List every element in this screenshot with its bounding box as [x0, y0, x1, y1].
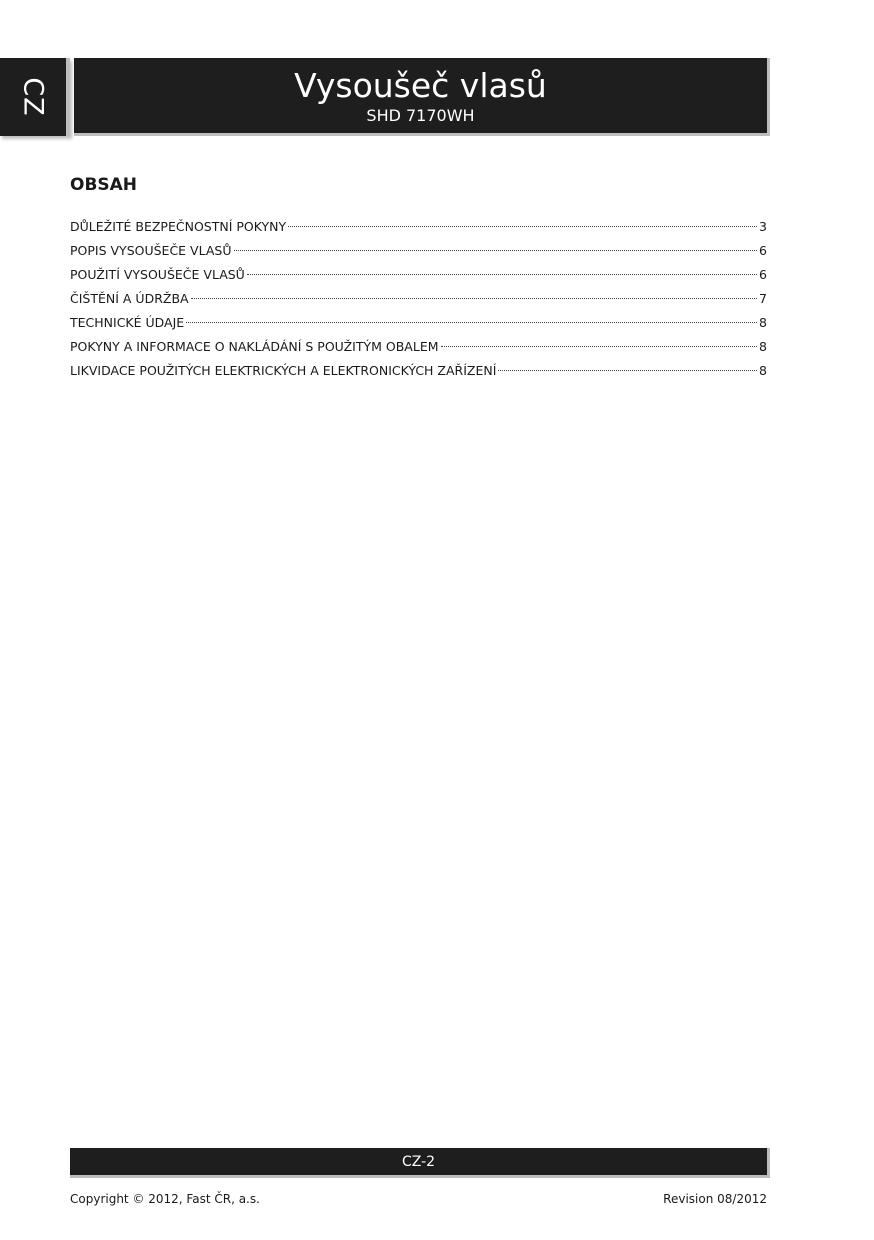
- dot-leader: [191, 298, 757, 299]
- toc-entry-page: 8: [759, 339, 767, 354]
- toc-entry-label: POKYNY A INFORMACE O NAKLÁDÁNÍ S POUŽITÝM OBALEM: [70, 339, 439, 354]
- toc-entry-disposal[interactable]: [70, 362, 767, 386]
- dot-leader: [288, 226, 757, 227]
- page-number: CZ-2: [401, 1154, 436, 1170]
- footer-bar: [70, 1148, 770, 1178]
- table-of-contents: [70, 218, 767, 386]
- toc-entry-page: 8: [759, 315, 767, 330]
- toc-entry-label: POPIS VYSOUŠEČE VLASŮ: [70, 243, 232, 258]
- revision-text: Revision 08/2012: [663, 1192, 767, 1206]
- toc-entry-packaging[interactable]: [70, 338, 767, 362]
- toc-entry-page: 6: [759, 267, 767, 282]
- toc-entry-page: 3: [759, 219, 767, 234]
- toc-heading: OBSAH: [70, 175, 138, 195]
- page-title: Vysoušeč vlasů: [294, 66, 547, 105]
- toc-entry-page: 7: [759, 291, 767, 306]
- dot-leader: [441, 346, 758, 347]
- toc-entry-safety[interactable]: [70, 218, 767, 242]
- dot-leader: [247, 274, 757, 275]
- dot-leader: [186, 322, 757, 323]
- copyright-text: Copyright © 2012, Fast ČR, a.s.: [70, 1192, 260, 1206]
- toc-entry-technical-data[interactable]: [70, 314, 767, 338]
- footer-meta: [70, 1192, 767, 1206]
- toc-entry-page: 6: [759, 243, 767, 258]
- language-code: CZ: [17, 77, 49, 117]
- page-header: [74, 58, 770, 136]
- dot-leader: [498, 370, 757, 371]
- toc-entry-usage[interactable]: [70, 266, 767, 290]
- toc-entry-label: ČIŠTĚNÍ A ÚDRŽBA: [70, 291, 189, 306]
- toc-entry-cleaning[interactable]: [70, 290, 767, 314]
- toc-entry-label: LIKVIDACE POUŽITÝCH ELEKTRICKÝCH A ELEKTRONICKÝCH ZAŘÍZENÍ: [70, 363, 497, 378]
- toc-entry-page: 8: [759, 363, 767, 378]
- model-number: SHD 7170WH: [366, 106, 475, 125]
- toc-entry-label: DŮLEŽITÉ BEZPEČNOSTNÍ POKYNY: [70, 219, 287, 234]
- toc-entry-description[interactable]: [70, 242, 767, 266]
- toc-entry-label: POUŽITÍ VYSOUŠEČE VLASŮ: [70, 267, 245, 282]
- language-tab: [0, 58, 70, 136]
- toc-entry-label: TECHNICKÉ ÚDAJE: [70, 315, 185, 330]
- dot-leader: [234, 250, 758, 251]
